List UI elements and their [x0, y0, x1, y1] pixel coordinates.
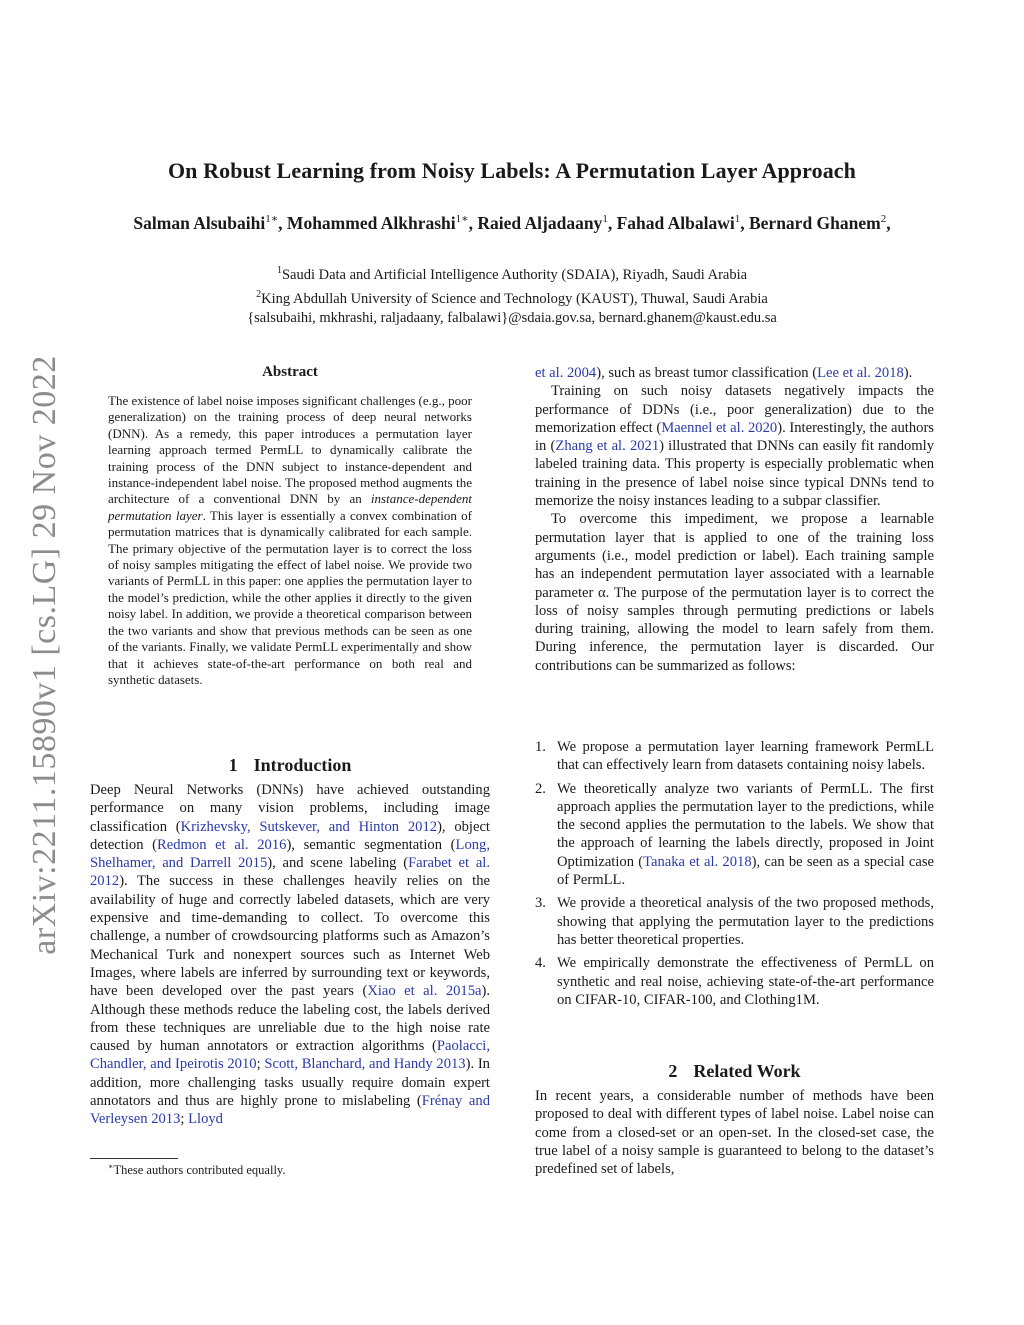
citation-link[interactable]: Frénay and Verleysen 2013	[90, 1093, 490, 1128]
citation-link[interactable]: et al. 2004	[535, 365, 597, 381]
author-affil-mark: 1	[734, 213, 741, 225]
citation-link[interactable]: Zhang et al. 2021	[555, 438, 660, 455]
author-list: Salman Alsubaihi$^{1∗}$, Mohammed Alkhrashi$^{1∗}$, Raied Aljadaany$^1$, Fahad Albalawi$^1$, Bernard Ghanem$^2$,	[133, 212, 891, 233]
list-item: 2. We theoretically analyze two variants of PermLL. The first approach applies the permutation layer to the predictions, while the second applies the permutation to the labels. We show that the approach of learning the labels directly, proposed in Joint Optimization (Tanaka et al. 2018), can be seen as a special case of PermLL.	[535, 780, 934, 889]
contributions-list	[535, 738, 934, 1014]
citation-link[interactable]: Long, Shelhamer, and Darrell 2015	[90, 836, 490, 872]
related-work-body: In recent years, a considerable number of methods have been proposed to deal with different types of label noise. Label noise can come from a closed-set or an open-set. In the closed-set case, the true label of a noisy sample is guaranteed to belong to the dataset’s predefined set of labels,	[535, 1088, 934, 1178]
citation-link[interactable]: Scott, Blanchard, and Handy 2013	[264, 1056, 466, 1073]
citation-link[interactable]: Farabet et al. 2012	[90, 855, 491, 890]
author-name: Salman Alsubaihi	[133, 212, 266, 233]
affiliation-1: $^1$Saudi Data and Artificial Intelligence Authority (SDAIA), Riyadh, Saudi Arabia	[276, 265, 748, 283]
list-item: 4. We empirically demonstrate the effectiveness of PermLL on synthetic and real noise, achieving state-of-the-art performance on CIFAR-10, CIFAR-100, and Clothing1M.	[535, 955, 934, 1008]
citation-link[interactable]: Xiao et al. 2015a	[367, 983, 482, 1000]
citation-link[interactable]: Paolacci, Chandler, and Ipeirotis 2010	[90, 1038, 490, 1073]
paper-title: On Robust Learning from Noisy Labels: A Permutation Layer Approach	[167, 158, 857, 183]
right-column-intro: et al. 2004), such as breast tumor classification (Lee et al. 2018). Training on such noisy datasets negatively impacts the performance of DDNs (i.e., poor generalization) due to the memorization effect (Maennel et al. 2020). Interestingly, the authors in (Zhang et al. 2021) illustrated that DNNs can easily fit randomly labeled training data. This property is especially problematic when training in the presence of label noise since typical DNNs tend to memorize the noisy instances leading to a subpar classifier. To overcome this impediment, we propose a learnable permutation layer that is applied to one of the training loss arguments (i.e., model prediction or label). Each training sample has an independent permutation layer associated with a learnable parameter α. The purpose of the permutation layer is to correct the loss of noisy samples through permuting predictions or labels during training, allowing the model to learn safely from them. During inference, the permutation layer is discarded. Our contributions can be summarized as follows:	[535, 365, 934, 674]
citation-link[interactable]: Lee et al. 2018	[817, 365, 904, 381]
affiliations	[110, 261, 914, 328]
citation-link[interactable]: Krizhevsky, Sutskever, and Hinton 2012	[180, 818, 438, 835]
citation-link[interactable]: Maennel et al. 2020	[661, 419, 778, 436]
author-affil-mark: 2	[880, 213, 887, 225]
citation-link[interactable]: Redmon et al. 2016	[157, 836, 287, 853]
author-name: Raied Aljadaany	[477, 212, 603, 233]
footnote: ∗These authors contributed equally.	[108, 1162, 286, 1178]
author-affil-mark: 1∗	[455, 213, 469, 225]
abstract-heading: Abstract	[262, 364, 318, 380]
author-affil-mark: 1	[602, 213, 608, 225]
abstract-body: The existence of label noise imposes significant challenges (e.g., poor generalization) on the training process of deep neural networks (DNN). As a remedy, this paper introduces a permutation layer learning approach termed PermLL to dynamically calibrate the training process of the DNN subject to instance-dependent and instance-independent label noise. The proposed method augments the architecture of a conventional DNN by an instance-dependent permutation layer. This layer is essentially a convex combination of permutation matrices that is dynamically calibrated for each sample. The primary objective of the permutation layer is to correct the loss of noisy samples mitigating the effect of label noise. We provide two variants of PermLL in this paper: one applies the permutation layer to the model’s prediction, while the other applies it directly to the given noisy label. In addition, we provide a theoretical comparison between the two variants and show that previous methods can be seen as one of the variants. Finally, we validate PermLL experimentally and show that it achieves state-of-the-art performance on both real and synthetic datasets.	[108, 393, 472, 687]
section-heading-introduction: 1 Introduction	[228, 755, 352, 775]
arxiv-identifier[interactable]: arXiv:2211.15890v1 [cs.LG] 29 Nov 2022	[26, 355, 63, 955]
author-name: Fahad Albalawi	[616, 212, 735, 233]
section-heading-related-work: 2 Related Work	[668, 1061, 801, 1081]
citation-link[interactable]: Lloyd	[188, 1111, 223, 1128]
author-name: Mohammed Alkhrashi	[286, 212, 456, 233]
list-item: 3. We provide a theoretical analysis of the two proposed methods, showing that applying the permutation layer to the predictions has better theoretical properties.	[535, 895, 934, 948]
affiliation-2: $^2$King Abdullah University of Science and Technology (KAUST), Thuwal, Saudi Arabia	[256, 288, 768, 307]
list-item: 1. We propose a permutation layer learning framework PermLL that can effectively learn from datasets containing noisy labels.	[535, 739, 934, 774]
author-emails[interactable]: {salsubaihi, mkhrashi, raljadaany, falbalawi}@sdaia.gov.sa, bernard.ghanem@kaust.edu.sa	[247, 309, 777, 326]
citation-link[interactable]: Tanaka et al. 2018	[643, 853, 752, 870]
author-name: Bernard Ghanem	[748, 212, 881, 233]
author-affil-mark: 1∗	[265, 213, 279, 225]
footnote-divider	[90, 1158, 178, 1159]
introduction-body: Deep Neural Networks (DNNs) have achieved outstanding performance on many vision problems, including image classification (Krizhevsky, Sutskever, and Hinton 2012), object detection (Redmon et al. 2016), semantic segmentation (Long, Shelhamer, and Darrell 2015), and scene labeling (Farabet et al. 2012). The success in these challenges heavily relies on the availability of huge and correctly labeled datasets, which are very expensive and time-demanding to collect. To overcome this challenge, a number of crowdsourcing platforms such as Amazon’s Mechanical Turk and nonexpert sources such as Internet Web Images, where labels are inferred by surrounding text or keywords, have been developed over the past years (Xiao et al. 2015a). Although these methods reduce the labeling cost, the labels derived from these techniques are unreliable due to the high noise rate caused by human annotators or extraction algorithms (Paolacci, Chandler, and Ipeirotis 2010; Scott, Blanchard, and Handy 2013). In addition, more challenging tasks usually require domain expert annotators and thus are highly prone to mislabeling (Frénay and Verleysen 2013; Lloyd	[90, 782, 491, 1128]
